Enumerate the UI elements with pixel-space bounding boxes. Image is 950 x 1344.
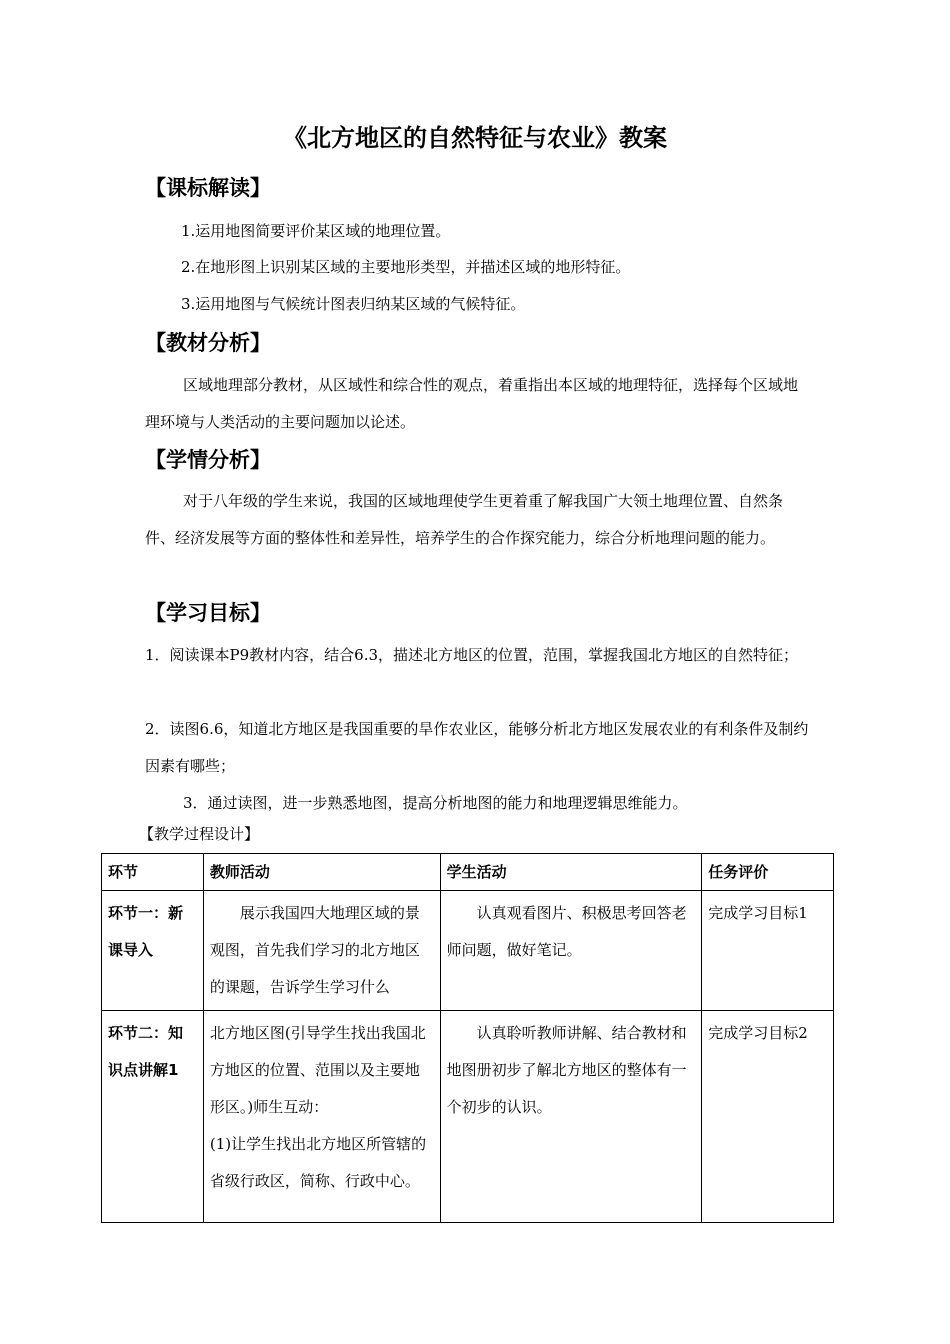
curriculum-item-3: 3.运用地图与气候统计图表归纳某区域的气候特征。: [181, 295, 526, 313]
curriculum-item-2: 2.在地形图上识别某区域的主要地形类型，并描述区域的地形特征。: [181, 258, 631, 276]
evaluation-cell: 完成学习目标1: [702, 891, 834, 1011]
column-header-evaluation: 任务评价: [702, 854, 834, 891]
table-row: [102, 891, 834, 1011]
stage-cell: 环节一：新课导入: [102, 891, 204, 1011]
column-header-teacher: 教师活动: [203, 854, 440, 891]
teacher-activity-cell: 展示我国四大地理区域的景观图，首先我们学习的北方地区的课题，告诉学生学习什么: [203, 891, 440, 1011]
column-header-stage: 环节: [102, 854, 204, 891]
students-paragraph: 对于八年级的学生来说，我国的区域地理使学生更着重了解我国广大领土地理位置、自然条件、经济发展等方面的整体性和差异性，培养学生的合作探究能力，综合分析地理问题的能力。: [145, 492, 784, 547]
teacher-activity-text-2: (1)让学生找出北方地区所管辖的省级行政区，简称、行政中心。: [209, 1135, 427, 1190]
objective-item-1: 1．阅读课本P9教材内容，结合6.3，描述北方地区的位置，范围，掌握我国北方地区的自然特征；: [145, 646, 799, 664]
document-title: 《北方地区的自然特征与农业》教案: [283, 124, 667, 152]
column-header-student: 学生活动: [440, 854, 702, 891]
curriculum-item-1: 1.运用地图简要评价某区域的地理位置。: [181, 222, 451, 240]
stage-cell: 环节二：知识点讲解1: [102, 1011, 204, 1223]
textbook-paragraph: 区域地理部分教材，从区域性和综合性的观点，着重指出本区域的地理特征，选择每个区域地理环境与人类活动的主要问题加以论述。: [145, 376, 799, 431]
teacher-activity-text: 北方地区图(引导学生找出我国北方地区的位置、范围以及主要地形区。)师生互动：: [209, 1024, 426, 1116]
teacher-activity-cell: [203, 1011, 440, 1223]
heading-textbook: 【教材分析】: [145, 331, 271, 355]
student-activity-cell: 认真观看图片、积极思考回答老师问题，做好笔记。: [440, 891, 702, 1011]
process-table: [101, 853, 834, 1223]
heading-objectives: 【学习目标】: [145, 601, 271, 625]
heading-students: 【学情分析】: [145, 448, 271, 472]
objective-item-3: 3．通过读图，进一步熟悉地图，提高分析地图的能力和地理逻辑思维能力。: [183, 794, 688, 812]
objective-item-2: 2．读图6.6，知道北方地区是我国重要的旱作农业区，能够分析北方地区发展农业的有利条件及制约因素有哪些；: [145, 720, 809, 775]
heading-curriculum: 【课标解读】: [145, 176, 271, 200]
student-activity-cell: 认真聆听教师讲解、结合教材和地图册初步了解北方地区的整体有一个初步的认识。: [440, 1011, 702, 1223]
heading-process: 【教学过程设计】: [139, 825, 260, 843]
table-header-row: [102, 854, 834, 891]
evaluation-cell: 完成学习目标2: [702, 1011, 834, 1223]
table-row: [102, 1011, 834, 1223]
